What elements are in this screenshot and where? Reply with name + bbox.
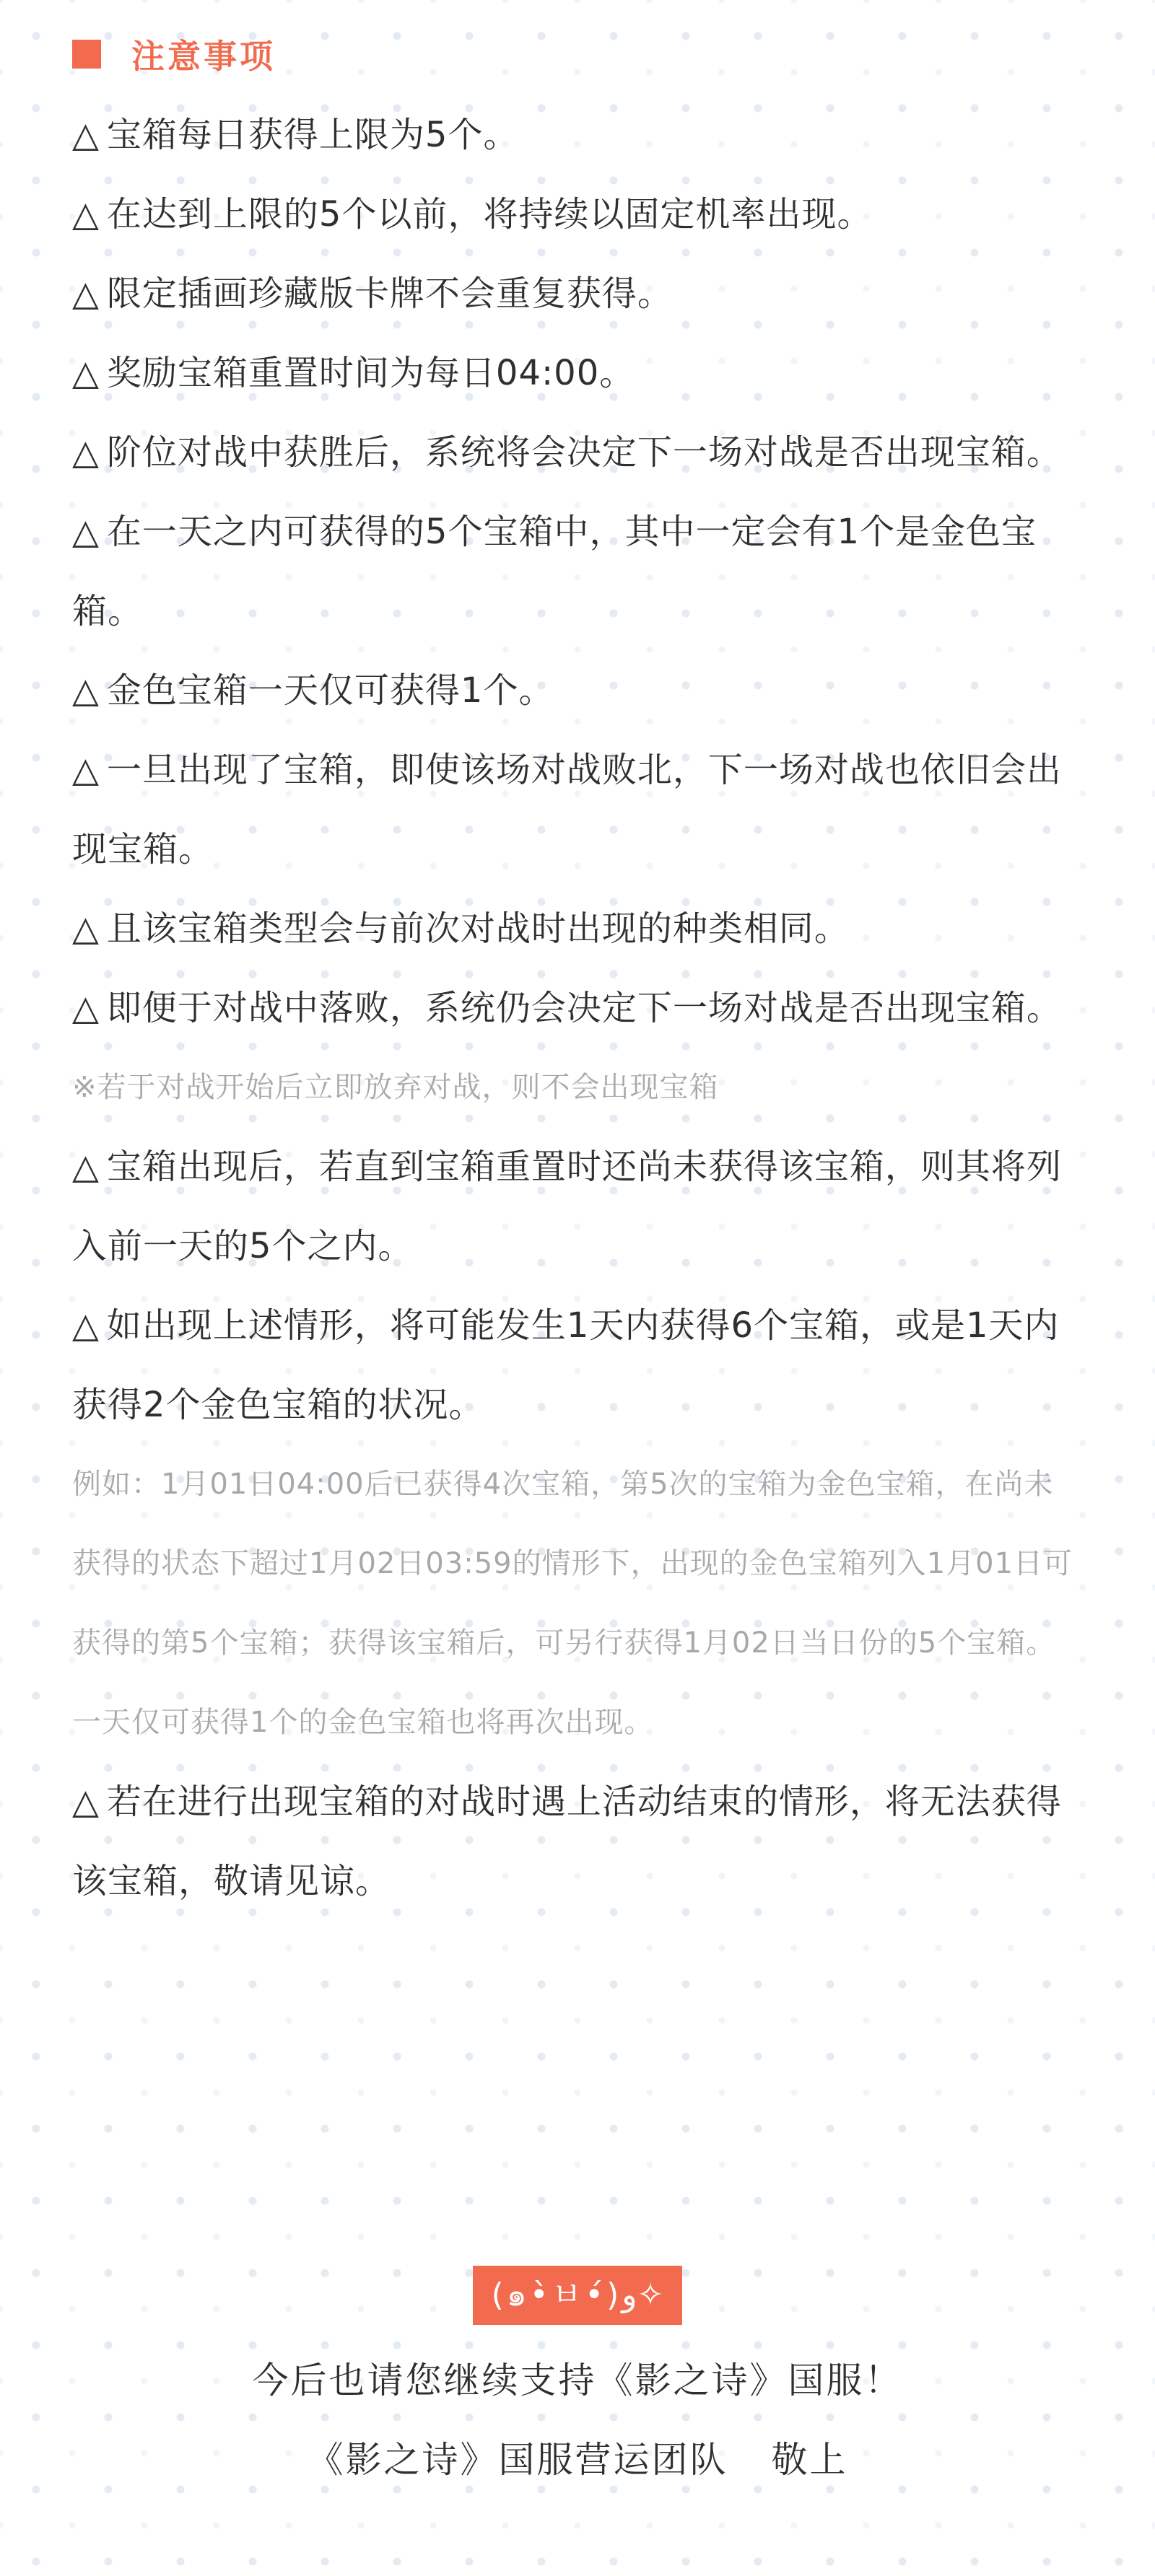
notice-item-7: △ 金色宝箱一天仅可获得1个。	[72, 651, 1083, 730]
notice-item-1: △ 宝箱每日获得上限为5个。	[72, 95, 1083, 175]
team-name: 《影之诗》国服营运团队	[307, 2439, 728, 2481]
notice-item-12: △ 如出现上述情形，将可能发生1天内获得6个宝箱，或是1天内获得2个金色宝箱的状况。	[72, 1286, 1083, 1445]
triangle-icon: △	[72, 194, 100, 235]
notice-item-13: △ 若在进行出现宝箱的对战时遇上活动结束的情形，将无法获得该宝箱，敬请见谅。	[72, 1762, 1083, 1921]
triangle-icon: △	[72, 908, 100, 949]
triangle-icon: △	[72, 115, 100, 155]
notice-item-2: △ 在达到上限的5个以前，将持续以固定机率出现。	[72, 175, 1083, 254]
triangle-icon: △	[72, 1305, 100, 1346]
notice-item-9: △ 且该宝箱类型会与前次对战时出现的种类相同。	[72, 889, 1083, 968]
abandon-note: ※若于对战开始后立即放弃对战，则不会出现宝箱	[72, 1071, 719, 1104]
emoticon-badge: (๑•̀ㅂ•́)و✧	[473, 2266, 683, 2325]
section-title: 注意事项	[131, 37, 276, 76]
signature-line	[0, 2420, 1155, 2500]
triangle-icon: △	[72, 1782, 100, 1822]
footer	[0, 2266, 1155, 2500]
triangle-icon: △	[72, 750, 100, 790]
notice-list	[72, 95, 1083, 1921]
triangle-icon: △	[72, 988, 100, 1028]
notice-item-6: △ 在一天之内可获得的5个宝箱中，其中一定会有1个是金色宝箱。	[72, 492, 1083, 651]
signoff: 敬上	[771, 2439, 848, 2481]
notice-item-8: △ 一旦出现了宝箱，即使该场对战败北，下一场对战也依旧会出现宝箱。	[72, 730, 1083, 889]
notice-item-10: △ 即便于对战中落败，系统仍会决定下一场对战是否出现宝箱。	[72, 968, 1083, 1048]
title-square-icon	[72, 40, 101, 69]
notice-item-4: △ 奖励宝箱重置时间为每日04:00。	[72, 333, 1083, 413]
support-message: 今后也请您继续支持《影之诗》国服！	[252, 2360, 903, 2401]
triangle-icon: △	[72, 512, 100, 552]
example-note: 例如：1月01日04:00后已获得4次宝箱，第5次的宝箱为金色宝箱，在尚未获得的状态下超过1月02日03:59的情形下，出现的金色宝箱列入1月01日可获得的第5个宝箱；获得该宝箱后，可另行获得1月02日当日份的5个宝箱。一天仅可获得1个的金色宝箱也将再次出现。	[72, 1468, 1073, 1739]
section-header	[72, 30, 276, 78]
notice-item-11: △ 宝箱出现后，若直到宝箱重置时还尚未获得该宝箱，则其将列入前一天的5个之内。	[72, 1127, 1083, 1286]
triangle-icon: △	[72, 670, 100, 711]
triangle-icon: △	[72, 432, 100, 473]
triangle-icon: △	[72, 273, 100, 314]
triangle-icon: △	[72, 1147, 100, 1187]
notice-item-3: △ 限定插画珍藏版卡牌不会重复获得。	[72, 254, 1083, 333]
triangle-icon: △	[72, 353, 100, 393]
notice-item-5: △ 阶位对战中获胜后，系统将会决定下一场对战是否出现宝箱。	[72, 413, 1083, 492]
